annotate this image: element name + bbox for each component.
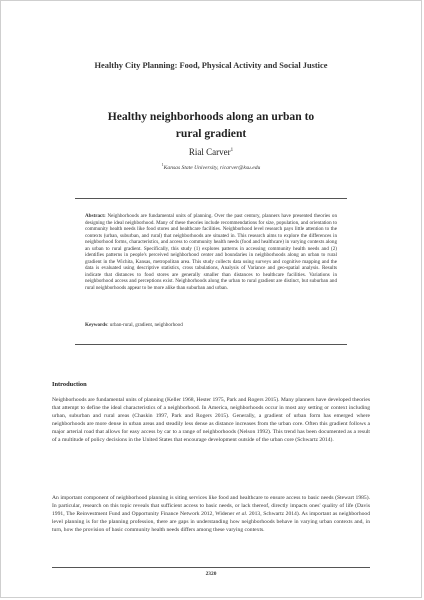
intro-paragraph-2-part-2: 2013, Schwartz 2014). As important as neighborhood level planning is for the planning profession, there are gaps in understanding how neighborhoods behave in varying urban contexts and, in turn, how the provision of basic community health needs differs among these varying contexts.: [52, 510, 371, 533]
running-header: Healthy City Planning: Food, Physical Activity and Social Justice: [94, 61, 328, 70]
intro-paragraph-2: [52, 495, 370, 535]
intro-paragraph-2-part-1: An important component of neighborhood planning is siting services like food and healthcare to ensure access to basic needs (Stewart 1985). In particular, research on this topic reveals that sufficient access to basic needs, or lack thereof, directly impacts ones' quality of life (Davis 1991, The Reinvestment Fund and Opportunity Finance Network 2012, Widener: [52, 495, 370, 517]
keywords-text: : urban-rural, gradient, neighborhood: [107, 322, 183, 328]
abstract-label: Abstract:: [85, 213, 106, 219]
paper-title: Healthy neighborhoods along an urban to rural gradient: [107, 110, 315, 140]
keywords: [85, 322, 337, 328]
author-footnote-mark: 1: [230, 148, 234, 153]
author-line: [1, 147, 421, 157]
abstract: [85, 213, 337, 292]
footer-rule: [52, 567, 370, 568]
abstract-text: Neighborhoods are fundamental units of planning. Over the past century, planners have presented theories on designing the ideal neighborhood. Many of these theories include recommendations for size, population, and orientation to community health needs like food stores and healthcare facilities. Neighborhood level research pays little attention to the contexts (urban, suburban, and rural) that neighborhoods are situated in. This research aims to explore the differences in neighborhood forms, characteristics, and access to community health needs (food and healthcare) in varying contexts along an urban to rural gradient. Specifically, this study (1) explores patterns in accessing community health needs and (2) identifies patterns in people's perceived neighborhood center and boundaries in neighborhoods along an urban to rural gradient in the Wichita, Kansas, metropolitan area. This study collects data using surveys and cognitive mapping and the data is evaluated using descriptive statistics, cross tabulations, Analysis of Variance and geo-spatial analysis. Results indicate that distances to food stores are generally smaller than distances to healthcare facilities. Variations in neighborhood access and perceptions exist. Neighborhoods along the urban to rural gradient are distinct, but suburban and rural neighborhoods appear to be more alike than suburban and urban.: [85, 213, 337, 292]
page-number: 2320: [205, 571, 217, 577]
affiliation-footnote-mark: 1: [161, 162, 164, 167]
author-name: Rial Carver: [188, 147, 231, 157]
intro-paragraph-2-italic: et al.: [235, 510, 248, 517]
affiliation-text: Kansas State University, ricarver@ksu.edu: [163, 164, 261, 171]
keywords-label: Keywords: [85, 322, 108, 328]
intro-paragraph-1: Neighborhoods are fundamental units of planning (Keller 1968, Hester 1975, Park and Rogers 2015). Many planners have developed theories that attempt to define the ideal characteristics of a neighborhood. In America, neighborhoods occur in most any setting or context including urban, suburban and rural areas (Chaskin 1997, Park and Rogers 2015). Generally, a gradient of urban form has emerged where neighborhoods are more dense in urban areas and steadily less dense as distance increases from the urban core. Often this gradient follows a major arterial road that allows for easy access by car to a range of neighborhoods (Nelson 1992). This trend has been documented as a result of a multitude of policy decisions in the United States that encourage development outside of the urban core (Schwartz 2014).: [52, 397, 370, 443]
section-heading-introduction: Introduction: [52, 381, 87, 388]
affiliation-line: [1, 162, 421, 171]
